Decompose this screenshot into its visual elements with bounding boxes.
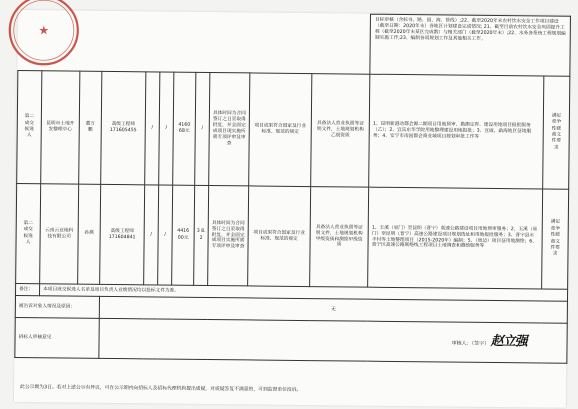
qualification: 具备法人营业执照等证明文件，土地规划机构乙级资质 xyxy=(311,74,370,188)
review-row xyxy=(15,317,568,363)
col6: / xyxy=(158,185,173,285)
candidate-table xyxy=(14,10,571,364)
table-row xyxy=(17,71,570,190)
tech-proposal: 具体时间为合同签订之日至取得批复，并全面完成项目实施所需专项评审及审查 xyxy=(208,186,249,286)
remark: 满足竞争性磋商文件要求 xyxy=(543,76,570,189)
performance: 1、昆明新港动都会源二期项目用地预审、勘测定界、建设用地项目报批服务（乙）；2、宜宾东华学院用地整理建设用地报批；3、宣威、勐海地区征地服务；4、安宁市南国都会商业城项目规划审批工作等 xyxy=(369,74,544,189)
complaint-label: 被告诉对象人情况及原因： xyxy=(15,295,99,318)
handwritten-signature: 赵立强 xyxy=(490,334,527,350)
col8: / xyxy=(195,72,210,185)
col5: / xyxy=(144,185,159,285)
quality: 项目成果符合国家及行业标准、规范的规定 xyxy=(249,73,312,187)
col5: / xyxy=(145,72,160,185)
review-sign-cell xyxy=(99,318,568,363)
top-text-row xyxy=(18,11,571,77)
amount: 4416 00元 xyxy=(172,185,195,285)
table-row xyxy=(16,183,569,289)
org-name: 昆明市土地开发整理中心 xyxy=(41,71,80,184)
svg-text:★: ★ xyxy=(38,23,50,38)
amount: 4160 68元 xyxy=(173,72,196,185)
person-title: 高级工程师 171604841 xyxy=(100,184,145,284)
complaint-value: 无 xyxy=(99,296,567,323)
footnote: 此公示期为3日。若对上述公示有异议，可在公示期内向招标人及招标代理机构提出质疑，对质疑答复不满意的，可到监督单位投诉。 xyxy=(20,385,302,393)
tech-proposal: 具体时间为合同签订之日至取得批复，并全面完成项目现实施所需专项评审及审查 xyxy=(209,73,250,186)
col8: 3 8. 2 xyxy=(194,185,209,285)
col6: / xyxy=(159,72,174,185)
person-name: 董万鹏 xyxy=(79,71,102,184)
remark: 满足竞争性磋商文件要求 xyxy=(542,189,569,289)
document-sheet xyxy=(14,10,570,408)
performance: 1、玉溪（易门）至昆明（晋宁）高速公路建设项目用地预审服务；2、玉溪（易门）至昆明（晋宁）高速公路建设项目规划选址和用地报批服务；3、晋宁县永丰村等土地整理项目（2015-2020年）编制；5、（周边）项目征用地测绘；6、晋宁区高速公路联络线工程项目土地调查和测绘服务等 xyxy=(368,187,543,289)
quality: 项目成果符合国家及行业标准、规范的规定 xyxy=(248,186,311,287)
person-name: 孙燕 xyxy=(78,184,101,284)
red-seal-stamp xyxy=(3,0,84,71)
reviewer-label: 审核人：（签字） xyxy=(451,340,490,348)
candidate-label: 第二成交候选人 xyxy=(17,71,42,184)
note-text: 本项目成交候选人名单及项目负责人业绩情况均以投标文件为准。 xyxy=(40,284,568,302)
candidate-label: 第二成交候选人 xyxy=(16,183,41,283)
note-label: 备注： xyxy=(16,283,40,295)
qualification: 具备法人营业执照等证明文件，土地规划机构甲级资质和测绘甲级资质 xyxy=(310,187,369,288)
top-text-block: 目标审核（含标书、路、国、海、管线）;22、截至2020年末农村饮水安全工作项目建设（截至日期：2020年末）各地区计划建设完成情况; 21、截至目前农村饮水安全巩固提升工程（截至2020年末某区完成数）与相关部门（截至2020年末）;22、水务各系统工程规划编制实施工作;23、编制各项规划工作及其他相关工作。 xyxy=(370,14,571,76)
person-title: 高级工程师 171605455 xyxy=(101,71,146,184)
review-label: 招标人审核意见 xyxy=(15,317,99,358)
org-name: 云南云业地科技有限公司 xyxy=(40,184,79,284)
